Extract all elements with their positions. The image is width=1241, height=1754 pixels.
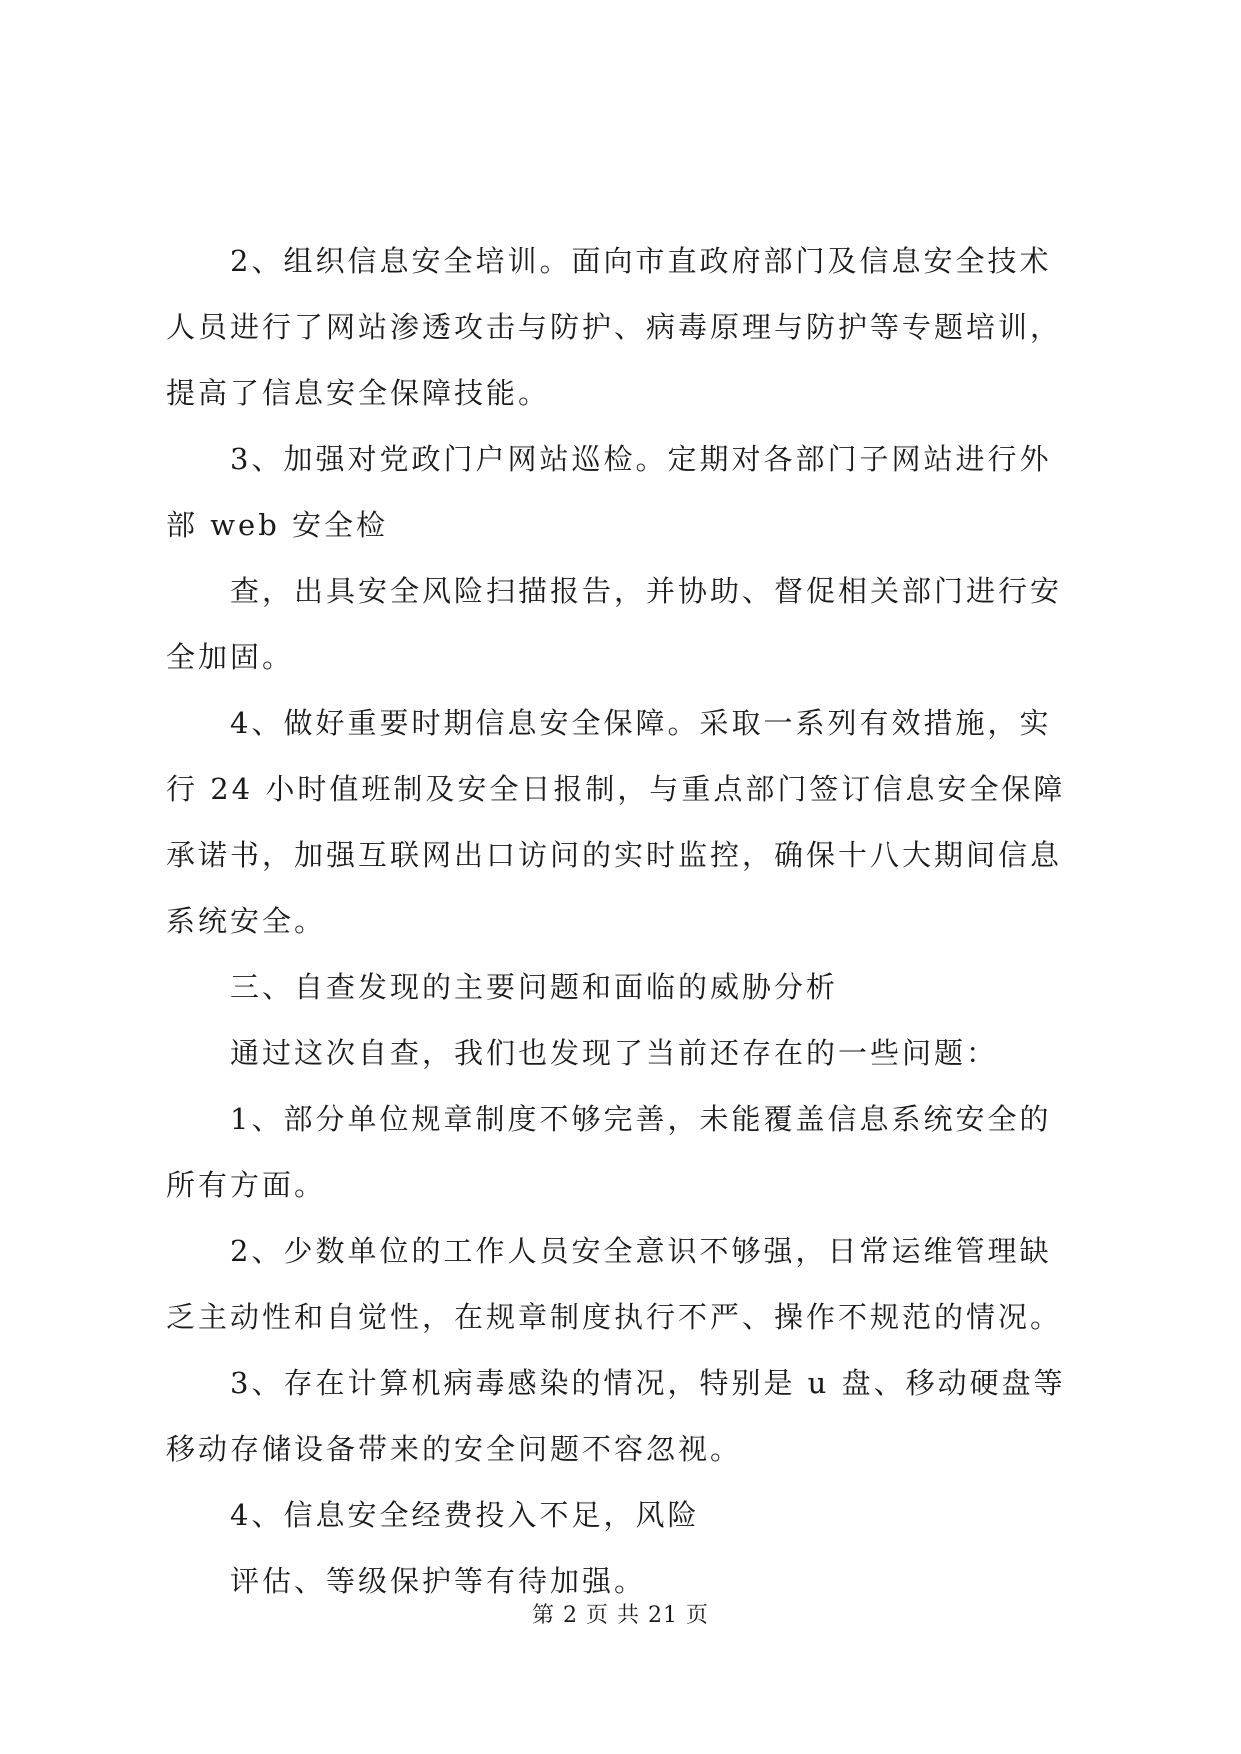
- paragraph-line: 提高了信息安全保障技能。: [166, 376, 551, 410]
- paragraph-line: 承诺书，加强互联网出口访问的实时监控，确保十八大期间信息: [166, 838, 1063, 872]
- paragraph-line: 行 24 小时值班制及安全日报制，与重点部门签订信息安全保障: [166, 772, 1066, 806]
- paragraph-line: 评估、等级保护等有待加强。: [230, 1564, 647, 1598]
- document-body: [166, 228, 1086, 1614]
- paragraph-line: 通过这次自查，我们也发现了当前还存在的一些问题：: [230, 1036, 999, 1070]
- paragraph-line: 移动存储设备带来的安全问题不容忽视。: [166, 1432, 743, 1466]
- paragraph-line: 所有方面。: [166, 1168, 327, 1202]
- paragraph-line: 4、做好重要时期信息安全保障。采取一系列有效措施，实: [230, 706, 1052, 740]
- page-number-footer: 第 2 页 共 21 页: [532, 1603, 709, 1628]
- paragraph-line: 查，出具安全风险扫描报告，并协助、督促相关部门进行安: [230, 574, 1063, 608]
- paragraph-line: 3、加强对党政门户网站巡检。定期对各部门子网站进行外: [230, 442, 1052, 476]
- paragraph-line: 部 web 安全检: [166, 508, 388, 542]
- paragraph-line: 3、存在计算机病毒感染的情况，特别是 u 盘、移动硬盘等: [230, 1366, 1066, 1400]
- paragraph-line: 1、部分单位规章制度不够完善，未能覆盖信息系统安全的: [230, 1102, 1052, 1136]
- paragraph-line: 全加固。: [166, 640, 295, 674]
- paragraph-line: 系统安全。: [166, 904, 327, 938]
- paragraph-line: 2、组织信息安全培训。面向市直政府部门及信息安全技术: [230, 244, 1052, 278]
- paragraph-line: 2、少数单位的工作人员安全意识不够强，日常运维管理缺: [230, 1234, 1052, 1268]
- paragraph-line: 4、信息安全经费投入不足，风险: [230, 1498, 700, 1532]
- paragraph-line: 人员进行了网站渗透攻击与防护、病毒原理与防护等专题培训，: [166, 310, 1063, 344]
- paragraph-line: 乏主动性和自觉性，在规章制度执行不严、操作不规范的情况。: [166, 1300, 1063, 1334]
- paragraph-line: 三、自查发现的主要问题和面临的威胁分析: [230, 970, 839, 1004]
